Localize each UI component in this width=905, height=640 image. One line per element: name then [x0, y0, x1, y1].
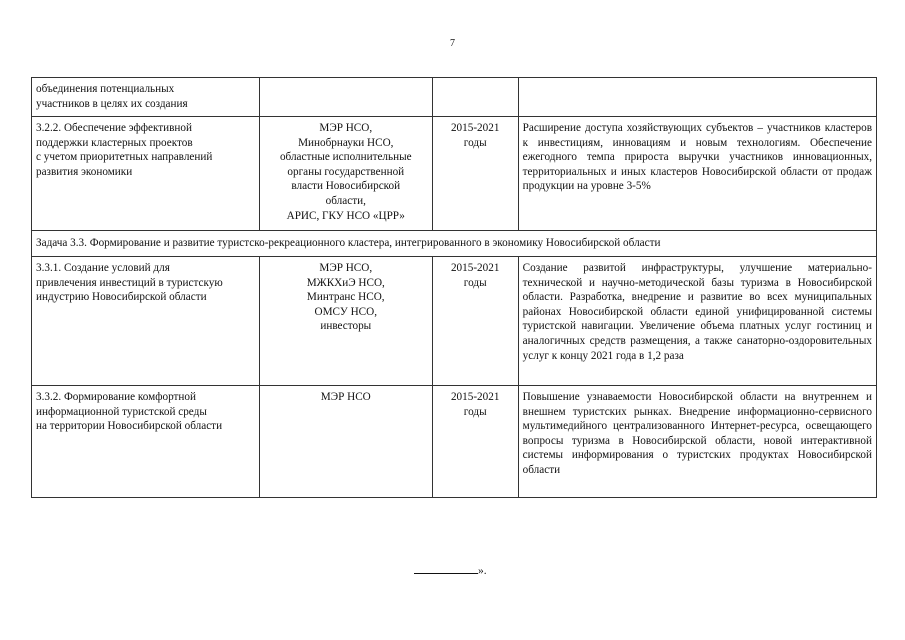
executors-cell: МЭР НСО, Минобрнауки НСО, областные исполнительные органы государственной власти Новосибирской области, АРИС, ГКУ НСО «ЦРР» [259, 117, 432, 231]
table-row [32, 386, 877, 498]
page-number: 7 [450, 38, 455, 49]
table-row [32, 78, 877, 117]
closing-mark: ». [478, 565, 487, 577]
executors-cell: МЭР НСО [259, 386, 432, 498]
measures-table [31, 77, 877, 498]
result-cell: Создание развитой инфраструктуры, улучшение материально-технической и научно-методической базы туризма в Новосибирской области. Разработка, внедрение и развитие во всех муниципальных районах Новосибирской области единой унифицированной системы туристской навигации. Увеличение объема платных услуг гостиниц и аналогичных средств размещения, а также санаторно-оздоровительных услуг к концу 2021 года в 1,2 раза [518, 257, 876, 386]
closing-line [414, 561, 487, 577]
result-cell [518, 78, 876, 117]
task-heading: Задача 3.3. Формирование и развитие туристско-рекреационного кластера, интегрированного в экономику Новосибирской области [32, 231, 877, 257]
measure-cell: 3.3.1. Создание условий для привлечения инвестиций в туристскую индустрию Новосибирской области [32, 257, 260, 386]
measure-cell: объединения потенциальных участников в целях их создания [32, 78, 260, 117]
table-row [32, 257, 877, 386]
signature-blank-line [414, 561, 478, 574]
executors-cell [259, 78, 432, 117]
measure-cell: 3.3.2. Формирование комфортной информационной туристской среды на территории Новосибирской области [32, 386, 260, 498]
table-row [32, 117, 877, 231]
period-cell: 2015-2021 годы [432, 257, 518, 386]
result-cell: Повышение узнаваемости Новосибирской области на внутреннем и внешнем туристских рынках. Внедрение информационно-сервисного мультимедийного централизованного Интернет-ресурса, освещающего вопросы туризма в Новосибирской области, новой интерактивной системы информирования о туристских продуктах Новосибирской области [518, 386, 876, 498]
period-cell: 2015-2021 годы [432, 386, 518, 498]
period-cell: 2015-2021 годы [432, 117, 518, 231]
executors-cell: МЭР НСО, МЖКХиЭ НСО, Минтранс НСО, ОМСУ НСО, инвесторы [259, 257, 432, 386]
period-cell [432, 78, 518, 117]
measure-cell: 3.2.2. Обеспечение эффективной поддержки кластерных проектов с учетом приоритетных направлений развития экономики [32, 117, 260, 231]
result-cell: Расширение доступа хозяйствующих субъектов – участников кластеров к инвестициям, инновациям и новым технологиям. Обеспечение ежегодного темпа прироста выручки участников инновационных, территориальных и иных кластеров Новосибирской области от продаж продукции на уровне 3-5% [518, 117, 876, 231]
task-row [32, 231, 877, 257]
